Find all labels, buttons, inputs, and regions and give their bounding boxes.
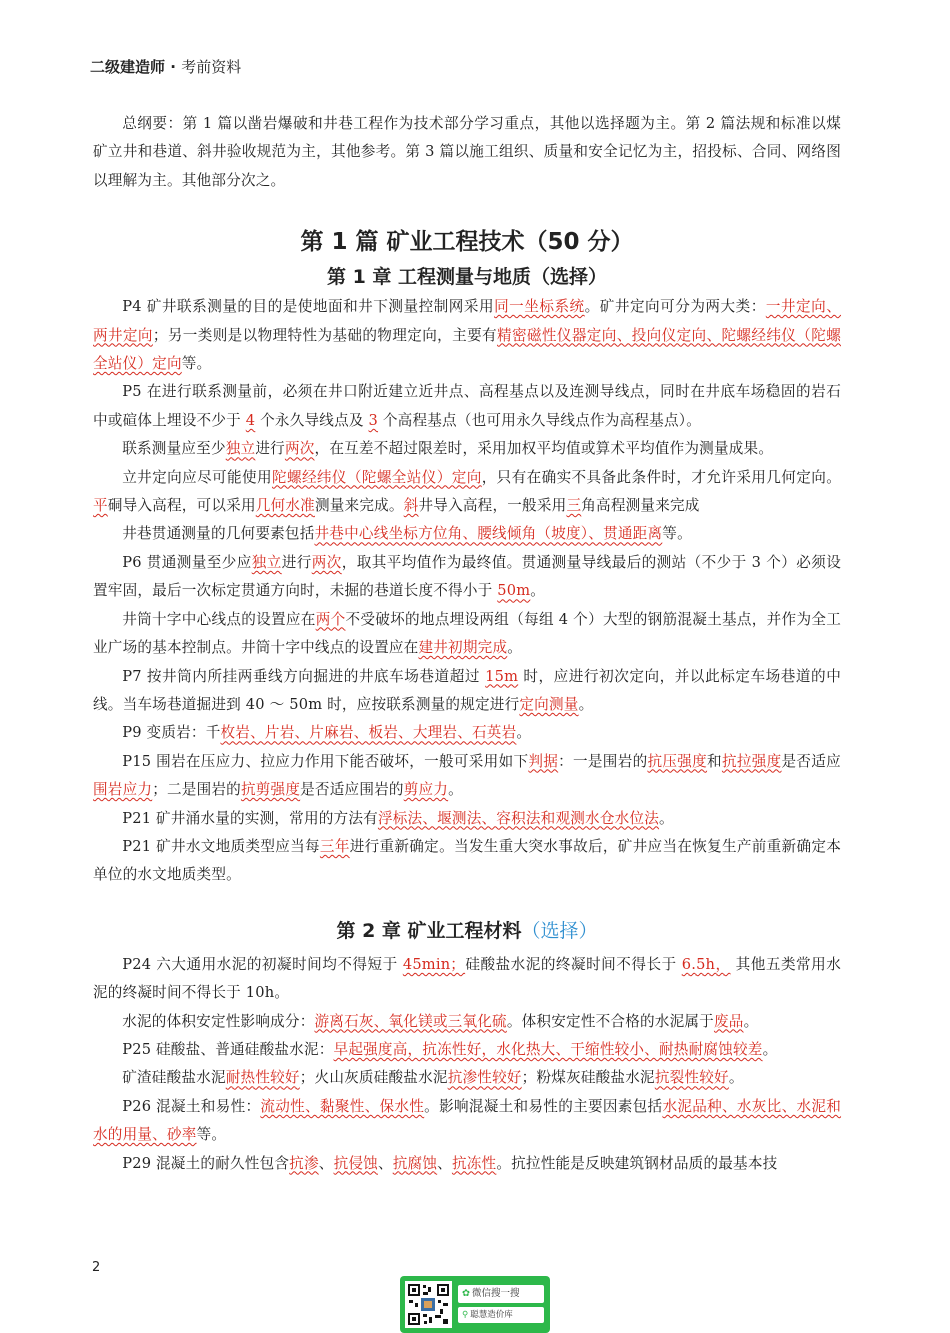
- header-subtitle: 考前资料: [181, 58, 242, 76]
- highlighted-term: 早起强度高，抗冻性好，水化热大、干缩性较小、耐热耐腐蚀较差: [333, 1040, 763, 1058]
- highlighted-term: 平: [93, 497, 108, 515]
- highlighted-term: 浮标法、堰测法、容积法和观测水仓水位法: [377, 809, 660, 827]
- text-run: P4 矿井联系测量的目的是使地面和井下测量控制网采用: [122, 298, 495, 316]
- wechat-search-box[interactable]: [458, 1285, 544, 1303]
- text-run: 。: [659, 809, 674, 827]
- text-run: 个永久导线点及: [255, 411, 369, 429]
- text-run: P9 变质岩：千: [122, 724, 221, 742]
- chapter1-paragraph: [93, 663, 841, 720]
- highlighted-term: 4: [245, 411, 256, 429]
- page-number: 2: [92, 1260, 101, 1275]
- wechat-search-label: 微信搜一搜: [471, 1288, 520, 1299]
- highlighted-term: 游离石灰、氧化镁或三氧化硫: [314, 1012, 507, 1030]
- chapter1-paragraph: [93, 520, 841, 548]
- text-run: 进行: [281, 553, 312, 571]
- text-run: 。: [743, 1012, 759, 1030]
- text-run: 等。: [662, 525, 692, 543]
- text-run: P5 在进行联系测量前，必须在井口附近建立近井点、高程基点以及连测导线点，同时在井底车场稳固的岩石中或碹体上埋设不少于: [93, 383, 841, 429]
- text-run: 。矿井定向可分为两大类：: [584, 298, 766, 316]
- highlighted-term: 井巷中心线坐标方位角、腰线倾角（坡度）、贯通距离: [314, 525, 663, 543]
- text-run: 和: [707, 752, 722, 770]
- chapter2-paragraph: [93, 1064, 841, 1092]
- text-run: 。: [762, 1040, 778, 1058]
- text-run: 。: [728, 1069, 744, 1087]
- text-run: 立井定向应尽可能使用: [122, 468, 272, 486]
- highlighted-term: 判据: [528, 752, 559, 770]
- text-run: ，取其平均值作为最终值。贯通测量导线最后的测站（不少于 3 个）必须设置牢固，最后一次标定贯通方向时，未掘的巷道长度不得小于: [93, 553, 841, 600]
- highlighted-term: 几何水准: [255, 497, 315, 515]
- text-run: P29 混凝土的耐久性包含: [122, 1154, 290, 1172]
- account-name-box[interactable]: [458, 1307, 544, 1323]
- highlighted-term: 3: [368, 411, 379, 429]
- chapter1-paragraph: [93, 378, 841, 435]
- text-run: 进行重新确定。当发生重大突水事故后，矿井应当在恢复生产前重新确定本单位的水文地质类型。: [93, 837, 842, 884]
- text-run: 是否适应: [781, 752, 841, 770]
- text-run: ，在互差不超过限差时，采用加权平均值或算术平均值作为测量成果。: [314, 440, 774, 458]
- text-run: ；火山灰质硅酸盐水泥: [299, 1069, 448, 1087]
- chapter1-paragraph: [93, 549, 841, 606]
- highlighted-term: 抗渗: [289, 1154, 319, 1172]
- text-run: 井巷贯通测量的几何要素包括: [122, 525, 315, 543]
- text-run: ：一是围岩的: [558, 752, 648, 770]
- text-run: P21 矿井水文地质类型应当每: [122, 837, 320, 855]
- highlighted-term: 抗压强度: [647, 752, 708, 770]
- chapter2-paragraph: [93, 1036, 841, 1064]
- text-run: 。: [516, 724, 532, 742]
- text-run: 。: [448, 781, 463, 799]
- chapter1-paragraph: [93, 293, 841, 378]
- highlighted-term: 抗渗性较好: [447, 1069, 522, 1087]
- text-run: 井导入高程，一般采用: [418, 497, 567, 515]
- text-run: 。抗拉性能是反映建筑钢材品质的最基本技: [496, 1154, 778, 1172]
- text-run: 、: [437, 1154, 452, 1172]
- highlighted-term: 抗侵蚀: [333, 1154, 378, 1172]
- chapter1-paragraph: [93, 606, 841, 663]
- chapter-2-body: [93, 951, 841, 1178]
- text-run: 、: [377, 1154, 393, 1172]
- text-run: 角高程测量来完成: [581, 497, 700, 515]
- highlighted-term: 抗裂性较好: [654, 1069, 729, 1087]
- header-title: 二级建造师: [90, 58, 166, 76]
- highlighted-term: 45min；: [402, 955, 466, 973]
- text-run: 井筒十字中心线点的设置应在: [122, 610, 316, 628]
- chapter2-paragraph: [93, 1008, 841, 1036]
- text-run: ；另一类则是以物理特性为基础的物理定向，主要有: [152, 326, 498, 344]
- highlighted-term: 陀螺经纬仪（陀螺全站仪）定向: [271, 468, 482, 486]
- highlighted-term: 抗腐蚀: [392, 1154, 438, 1172]
- text-run: 是否适应围岩的: [300, 781, 404, 799]
- highlighted-term: 一井定向、两井定向: [93, 298, 842, 344]
- text-run: 联系测量应至少: [122, 440, 226, 458]
- highlighted-term: 耐热性较好: [225, 1069, 300, 1087]
- search-icon: ⚲: [462, 1310, 469, 1320]
- text-run: 进行: [255, 440, 285, 458]
- intro-paragraph: 总纲要：第 1 篇以凿岩爆破和井巷工程作为技术部分学习重点，其他以选择题为主。第 2 篇法规和标准以煤矿立井和巷道、斜井验收规范为主，其他参考。第 3 篇以施工组织、质量和安全记忆为主，招投标、合同、网络图以理解为主。其他部分次之。: [93, 115, 841, 189]
- highlighted-term: 抗剪强度: [240, 781, 301, 799]
- chapter2-paragraph: [93, 951, 841, 1008]
- text-run: 时，应进行初次定向，并以此标定车场巷道的中线。当车场巷道掘进到 40 ～ 50m 时，应按联系测量的规定进行: [93, 667, 841, 713]
- chapter-2-heading: [93, 916, 841, 943]
- chapter1-paragraph: [93, 748, 841, 805]
- highlighted-term: 精密磁性仪器定向、投向仪定向、陀螺经纬仪（陀螺全站仪）定向: [93, 326, 841, 373]
- page-header: [90, 56, 241, 77]
- highlighted-term: 斜: [403, 497, 419, 515]
- text-run: 、: [318, 1154, 334, 1172]
- text-run: 矿渣硅酸盐水泥: [122, 1069, 226, 1087]
- highlighted-term: 围岩应力: [93, 781, 153, 799]
- text-run: 等。: [181, 355, 212, 373]
- text-run: 个高程基点（也可用永久导线点作为高程基点）。: [378, 411, 702, 429]
- highlighted-term: 独立: [251, 553, 282, 571]
- text-run: 硐导入高程，可以采用: [107, 497, 256, 515]
- text-run: P25 硅酸盐、普通硅酸盐水泥：: [122, 1040, 334, 1058]
- highlighted-term: 三: [566, 497, 582, 515]
- highlighted-term: 6.5h，: [681, 955, 731, 973]
- text-run: 。影响混凝土和易性的主要因素包括: [424, 1097, 663, 1115]
- highlighted-term: 同一坐标系统: [494, 298, 585, 316]
- chapter-2-note: （选择）: [521, 919, 598, 942]
- chapter1-paragraph: [93, 805, 841, 833]
- text-run: ，只有在确实不具备此条件时，才允许采用几何定向。: [481, 468, 841, 486]
- highlighted-term: 抗冻性: [451, 1154, 497, 1172]
- text-run: 。: [530, 582, 546, 600]
- text-run: P21 矿井涌水量的实测，常用的方法有: [122, 809, 378, 827]
- qr-code-icon[interactable]: [405, 1281, 452, 1328]
- highlighted-term: 独立: [225, 440, 256, 458]
- highlighted-term: 剪应力: [403, 781, 449, 799]
- text-run: P24 六大通用水泥的初凝时间均不得短于: [122, 955, 403, 973]
- part-title: 第 1 篇 矿业工程技术（50 分）: [300, 229, 634, 256]
- header-dot: ·: [170, 58, 176, 76]
- highlighted-term: 两次: [284, 440, 315, 458]
- chapter2-paragraph: [93, 1093, 841, 1150]
- text-run: 等。: [196, 1126, 227, 1144]
- chapter-1-body: [93, 293, 841, 890]
- text-run: P26 混凝土和易性：: [122, 1097, 261, 1115]
- highlighted-term: 水泥品种、水灰比、水泥和水的用量、砂率: [93, 1097, 842, 1144]
- text-run: 。: [578, 695, 594, 713]
- text-run: 。体积安定性不合格的水泥属于: [506, 1012, 714, 1030]
- chapter1-paragraph: [93, 833, 841, 890]
- account-name: 聪慧造价库: [470, 1310, 513, 1320]
- text-run: 水泥的体积安定性影响成分：: [122, 1012, 315, 1030]
- wechat-icon: ✿: [462, 1288, 470, 1299]
- highlighted-term: 废品: [713, 1012, 744, 1030]
- text-run: P15 围岩在压应力、拉应力作用下能否破坏，一般可采用如下: [122, 752, 529, 770]
- text-run: 。: [507, 639, 523, 657]
- text-run: 不受破坏的地点埋设两组（每组 4 个）大型的钢筋混凝土基点，并作为全工业广场的基本控制点。井筒十字中线点的设置应在: [93, 610, 841, 657]
- highlighted-term: 抗拉强度: [721, 752, 782, 770]
- text-run: P6 贯通测量至少应: [122, 553, 252, 571]
- chapter-2-title: 第 2 章 矿业工程材料: [336, 919, 522, 942]
- chapter1-paragraph: [93, 464, 841, 521]
- highlighted-term: 枚岩、片岩、片麻岩、板岩、大理岩、石英岩: [220, 724, 517, 742]
- text-run: 硅酸盐水泥的终凝时间不得长于: [465, 955, 682, 973]
- highlighted-term: 50m: [497, 582, 531, 600]
- text-run: ；二是围岩的: [152, 781, 241, 799]
- wechat-search-banner[interactable]: [400, 1276, 550, 1333]
- text-run: ；粉煤灰硅酸盐水泥: [521, 1069, 655, 1087]
- highlighted-term: 定向测量: [519, 695, 579, 713]
- highlighted-term: 流动性、黏聚性、保水性: [260, 1097, 425, 1115]
- highlighted-term: 15m: [485, 667, 519, 685]
- chapter1-paragraph: [93, 435, 841, 463]
- document-body: [93, 110, 841, 1178]
- highlighted-term: 建井初期完成: [418, 639, 508, 657]
- highlighted-term: 两次: [311, 553, 342, 571]
- highlighted-term: 两个: [315, 610, 346, 628]
- chapter-1-title: 第 1 章 工程测量与地质（选择）: [326, 266, 608, 289]
- chapter1-paragraph: [93, 719, 841, 747]
- text-run: 其他五类常用水泥的终凝时间不得长于 10h。: [93, 955, 841, 1002]
- text-run: 测量来完成。: [314, 497, 404, 515]
- highlighted-term: 三年: [319, 837, 350, 855]
- chapter2-paragraph: [93, 1150, 841, 1178]
- text-run: P7 按井筒内所挂两垂线方向掘进的井底车场巷道超过: [122, 667, 486, 685]
